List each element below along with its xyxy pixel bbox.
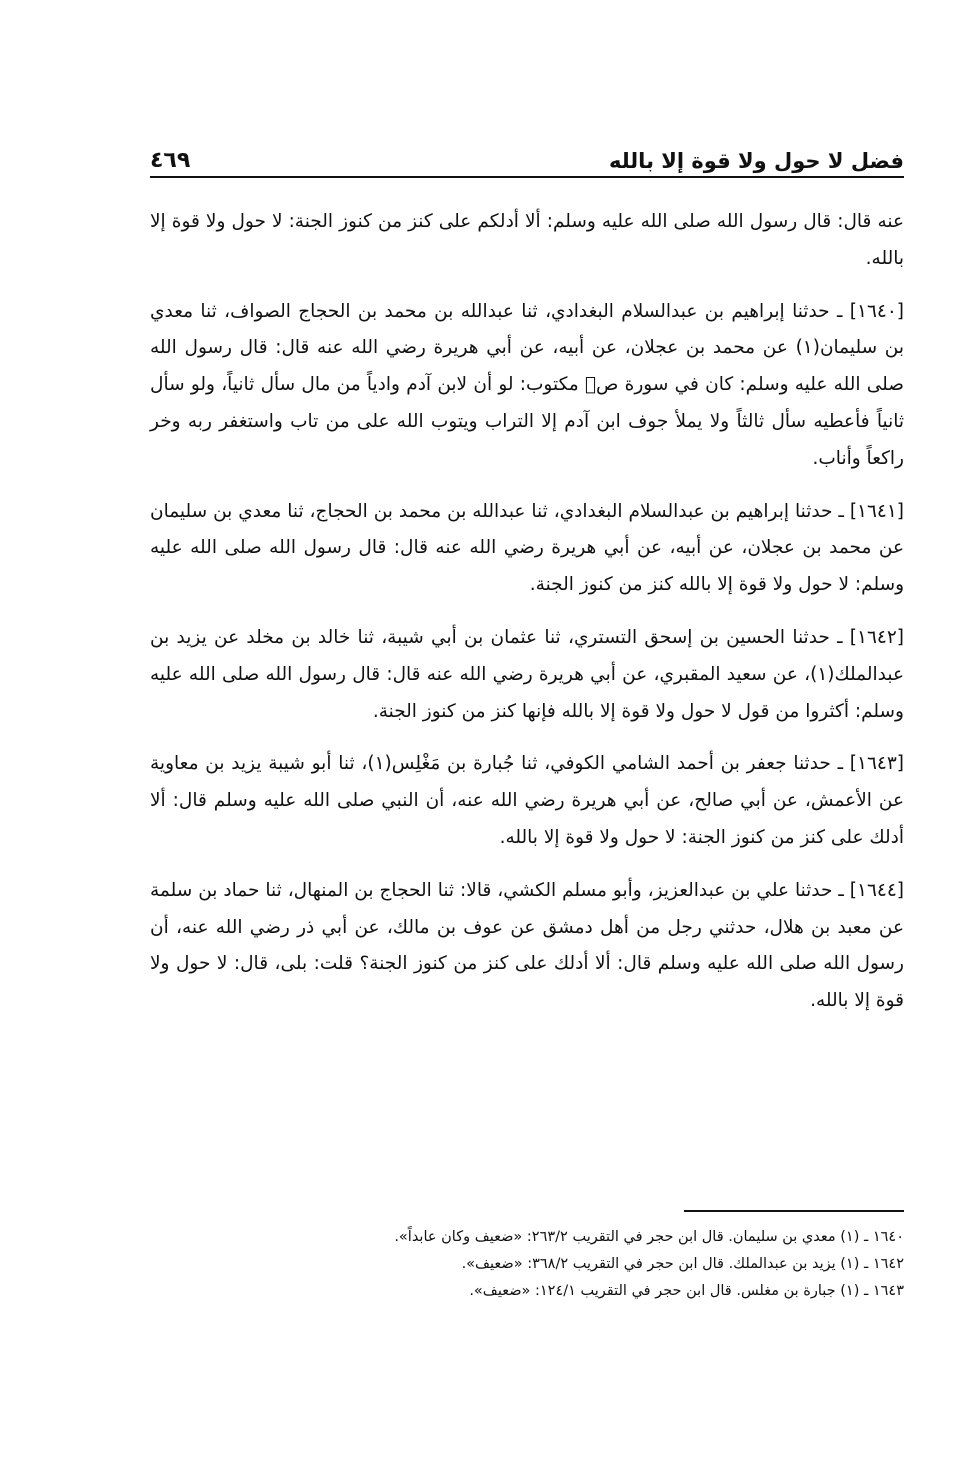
footnote-rule	[684, 1210, 904, 1212]
hadith-paragraph: [١٦٤٣] ـ حدثنا جعفر بن أحمد الشامي الكوفي، ثنا جُبارة بن مَغْلِس(١)، ثنا أبو شيبة يزيد بن معاوية عن الأعمش، عن أبي صالح، عن أبي هريرة رضي الله عنه، أن النبي صلى الله عليه وسلم قال: ألا أدلك على كنز من كنوز الجنة: لا حول ولا قوة إلا بالله.	[150, 753, 904, 848]
hadith-paragraph: عنه قال: قال رسول الله صلى الله عليه وسلم: ألا أدلكم على كنز من كنوز الجنة: لا حول ولا قوة إلا بالله.	[150, 211, 904, 269]
running-title: فضل لا حول ولا قوة إلا بالله	[608, 149, 904, 173]
footnote: ١٦٤٣ ـ (١) جبارة بن مغلس. قال ابن حجر في التقريب ١٢٤/١: «ضعيف».	[469, 1283, 904, 1299]
page-number: ٤٦٩	[150, 148, 191, 173]
hadith-paragraph: [١٦٤١] ـ حدثنا إبراهيم بن عبدالسلام البغدادي، ثنا عبدالله بن محمد بن الحجاج، ثنا معدي بن سليمان عن محمد بن عجلان، عن أبيه، عن أبي هريرة رضي الله عنه قال: قال رسول الله صلى الله عليه وسلم: لا حول ولا قوة إلا بالله كنز من كنوز الجنة.	[150, 500, 904, 596]
hadith-paragraph: [١٦٤٠] ـ حدثنا إبراهيم بن عبدالسلام البغدادي، ثنا عبدالله بن محمد بن الحجاج الصواف، ثنا معدي بن سليمان(١) عن محمد بن عجلان، عن أبيه، عن أبي هريرة رضي الله عنه قال: قال رسول الله صلى الله عليه وسلم: كان في سورة صۤ مكتوب: لو أن لابن آدم وادياً من مال سأل ثانياً، ولو سأل ثانياً فأعطيه سأل ثالثاً ولا يملأ جوف ابن آدم إلا التراب ويتوب الله على من تاب واستغفر ربه وخر راكعاً وأناب.	[150, 300, 904, 469]
book-page	[150, 130, 904, 1430]
header-rule	[150, 176, 904, 178]
footnote: ١٦٤٠ ـ (١) معدي بن سليمان. قال ابن حجر في التقريب ٢٦٣/٢: «ضعيف وكان عابداً».	[394, 1229, 904, 1245]
footnote: ١٦٤٢ ـ (١) يزيد بن عبدالملك. قال ابن حجر في التقريب ٣٦٨/٢: «ضعيف».	[461, 1256, 904, 1272]
main-text	[150, 204, 904, 1036]
footnotes	[150, 1224, 904, 1305]
running-header	[150, 144, 904, 178]
hadith-paragraph: [١٦٤٤] ـ حدثنا علي بن عبدالعزيز، وأبو مسلم الكشي، قالا: ثنا الحجاج بن المنهال، ثنا حماد بن سلمة عن معبد بن هلال، حدثني رجل من أهل دمشق عن عوف بن مالك، عن أبي ذر رضي الله عنه، أن رسول الله صلى الله عليه وسلم قال: ألا أدلك على كنز من كنوز الجنة؟ قلت: بلى، قال: لا حول ولا قوة إلا بالله.	[150, 879, 904, 1012]
hadith-paragraph: [١٦٤٢] ـ حدثنا الحسين بن إسحق التستري، ثنا عثمان بن أبي شيبة، ثنا خالد بن مخلد عن يزيد بن عبدالملك(١)، عن سعيد المقبري، عن أبي هريرة رضي الله عنه قال: قال رسول الله صلى الله عليه وسلم: أكثروا من قول لا حول ولا قوة إلا بالله فإنها كنز من كنوز الجنة.	[150, 626, 904, 722]
